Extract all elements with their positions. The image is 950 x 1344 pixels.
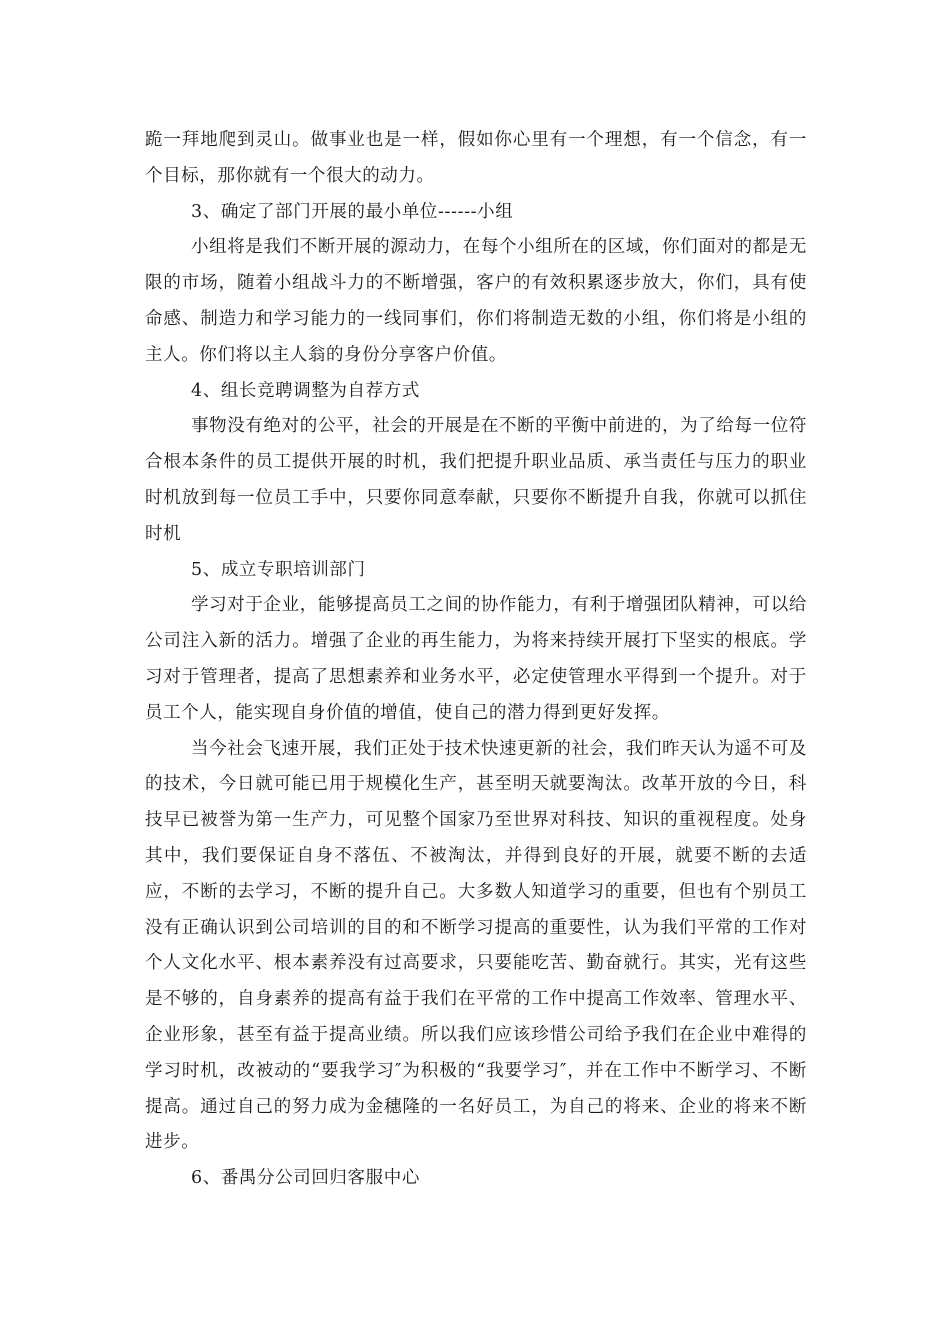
paragraph-continuation: 跪一拜地爬到灵山。做事业也是一样，假如你心里有一个理想，有一个信念，有一个目标，那你就有一个很大的动力。 bbox=[145, 130, 807, 186]
section-heading-6: 6、番禺分公司回归客服中心 bbox=[191, 1168, 420, 1189]
paragraph-learning: 学习对于企业，能够提高员工之间的协作能力，有利于增强团队精神，可以给公司注入新的活力。增强了企业的再生能力，为将来持续开展打下坚实的根底。学习对于管理者，提高了思想素养和业务水平，必定使管理水平得到一个提升。对于员工个人，能实现自身价值的增值，使自己的潜力得到更好发挥。 bbox=[145, 595, 807, 723]
paragraph-society: 当今社会飞速开展，我们正处于技术快速更新的社会，我们昨天认为遥不可及的技术，今日就可能已用于规模化生产，甚至明天就要淘汰。改革开放的今日，科技早已被誉为第一生产力，可见整个国家乃至世界对科技、知识的重视程度。处身其中，我们要保证自身不落伍、不被淘汰，并得到良好的开展，就要不断的去适应，不断的去学习，不断的提升自己。大多数人知道学习的重要，但也有个别员工没有正确认识到公司培训的目的和不断学习提高的重要性，认为我们平常的工作对个人文化水平、根本素养没有过高要求，只要能吃苦、勤奋就行。其实，光有这些是不够的，自身素养的提高有益于我们在平常的工作中提高工作效率、管理水平、企业形象，甚至有益于提高业绩。所以我们应该珍惜公司给予我们在企业中难得的学习时机，改被动的“要我学习″为积极的“我要学习″，并在工作中不断学习、不断提高。通过自己的努力成为金穗隆的一名好员工，为自己的将来、企业的将来不断进步。 bbox=[145, 738, 807, 1153]
paragraph-fairness: 事物没有绝对的公平，社会的开展是在不断的平衡中前进的，为了给每一位符合根本条件的员工提供开展的时机，我们把提升职业品质、承当责任与压力的职业时机放到每一位员工手中，只要你同意奉献，只要你不断提升自我，你就可以抓住时机 bbox=[145, 416, 807, 544]
section-heading-4: 4、组长竞聘调整为自荐方式 bbox=[191, 380, 420, 401]
paragraph-team: 小组将是我们不断开展的源动力，在每个小组所在的区域，你们面对的都是无限的市场，随着小组战斗力的不断增强，客户的有效积累逐步放大，你们，具有使命感、制造力和学习能力的一线同事们，你们将制造无数的小组，你们将是小组的主人。你们将以主人翁的身份分享客户价值。 bbox=[145, 237, 807, 365]
section-heading-5: 5、成立专职培训部门 bbox=[191, 559, 366, 580]
section-heading-3: 3、确定了部门开展的最小单位------小组 bbox=[191, 201, 514, 222]
document-body bbox=[145, 123, 807, 1197]
